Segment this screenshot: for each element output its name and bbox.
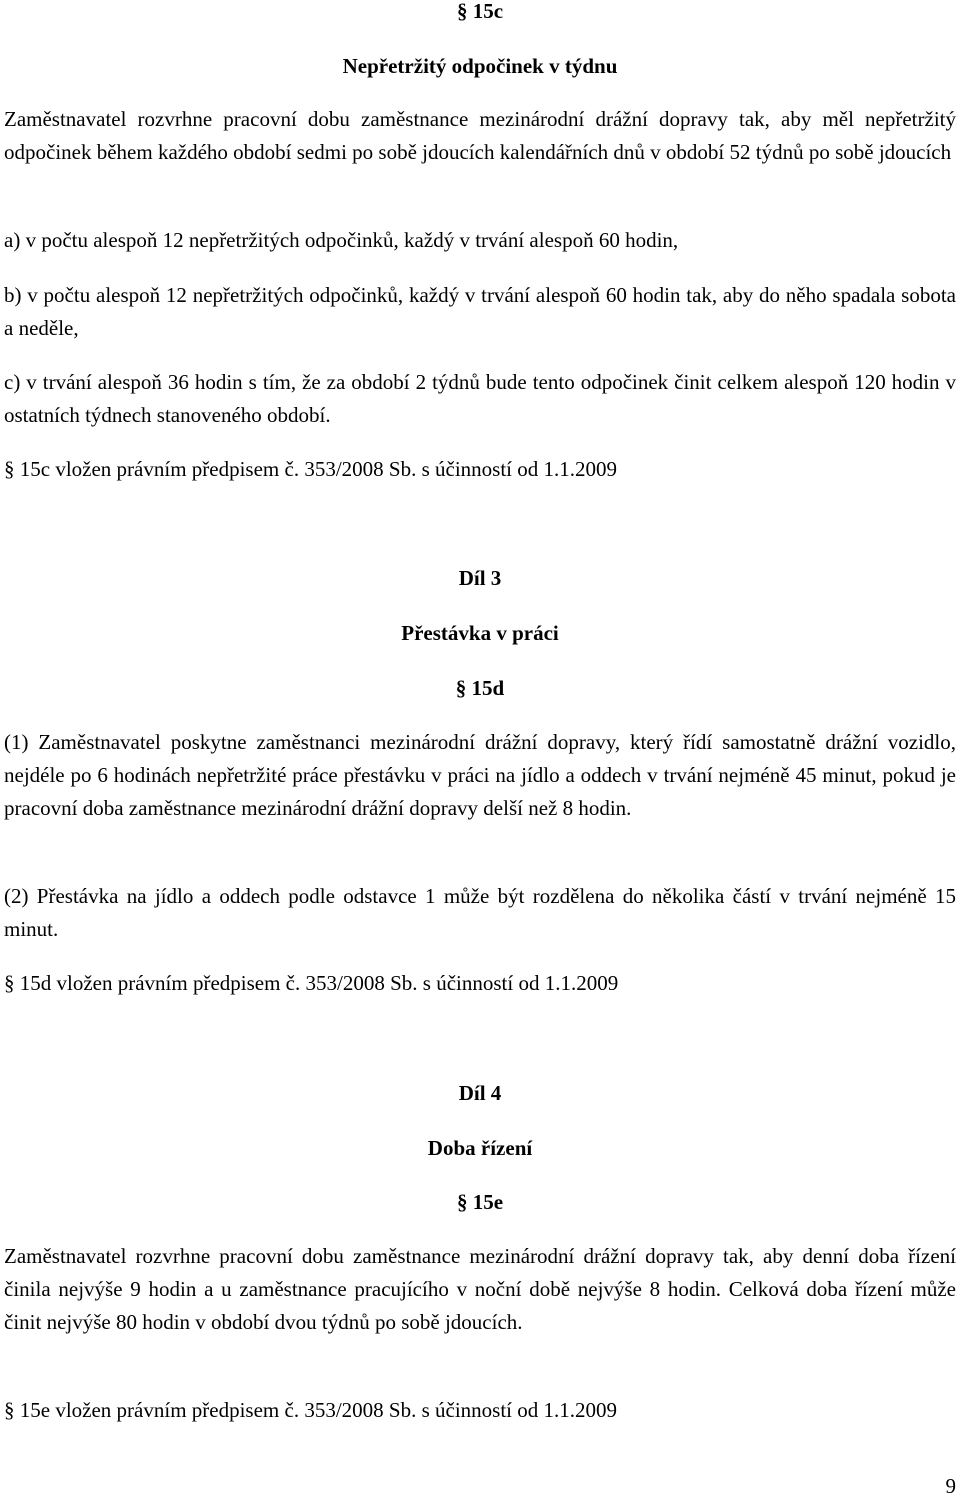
section-15c-item-a: a) v počtu alespoň 12 nepřetržitých odpočinků, každý v trvání alespoň 60 hodin, bbox=[4, 228, 679, 252]
section-15d-heading: § 15d bbox=[455, 676, 505, 700]
part-4-heading: Díl 4 bbox=[458, 1081, 502, 1105]
section-15c-title: Nepřetržitý odpočinek v týdnu bbox=[342, 54, 618, 78]
page-number: 9 bbox=[945, 1474, 956, 1498]
section-15d-note: § 15d vložen právním předpisem č. 353/2008 Sb. s účinností od 1.1.2009 bbox=[4, 971, 619, 995]
section-15e-paragraph-1: Zaměstnavatel rozvrhne pracovní dobu zaměstnance mezinárodní drážní dopravy tak, aby denní doba řízení činila nejvýše 9 hodin a u zaměstnance pracujícího v noční době nejvýše 8 hodin. Celková doba řízení může činit nejvýše 80 hodin v období dvou týdnů po sobě jdoucích. bbox=[4, 1244, 956, 1334]
part-4-title: Doba řízení bbox=[427, 1136, 533, 1160]
section-15e-heading: § 15e bbox=[456, 1190, 504, 1214]
section-15c-intro: Zaměstnavatel rozvrhne pracovní dobu zaměstnance mezinárodní drážní dopravy tak, aby měl nepřetržitý odpočinek během každého období sedmi po sobě jdoucích kalendářních dnů v období 52 týdnů po sobě jdoucích bbox=[4, 107, 956, 164]
section-15e-note: § 15e vložen právním předpisem č. 353/2008 Sb. s účinností od 1.1.2009 bbox=[4, 1398, 618, 1422]
part-3-title: Přestávka v práci bbox=[401, 621, 559, 645]
section-15c-note: § 15c vložen právním předpisem č. 353/2008 Sb. s účinností od 1.1.2009 bbox=[4, 457, 618, 481]
section-15c-heading: § 15c bbox=[456, 0, 504, 23]
section-15c-item-c: c) v trvání alespoň 36 hodin s tím, že za období 2 týdnů bude tento odpočinek činit celkem alespoň 120 hodin v ostatních týdnech stanoveného období. bbox=[4, 370, 956, 427]
section-15d-paragraph-1: (1) Zaměstnavatel poskytne zaměstnanci mezinárodní drážní dopravy, který řídí samostatně drážní vozidlo, nejdéle po 6 hodinách nepřetržité práce přestávku v práci na jídlo a oddech v trvání nejméně 45 minut, pokud je pracovní doba zaměstnance mezinárodní drážní dopravy delší než 8 hodin. bbox=[4, 730, 956, 820]
section-15c-item-b: b) v počtu alespoň 12 nepřetržitých odpočinků, každý v trvání alespoň 60 hodin tak, aby do něho spadala sobota a neděle, bbox=[4, 283, 956, 340]
part-3-heading: Díl 3 bbox=[458, 566, 502, 590]
section-15d-paragraph-2: (2) Přestávka na jídlo a oddech podle odstavce 1 může být rozdělena do několika částí v trvání nejméně 15 minut. bbox=[4, 884, 956, 941]
